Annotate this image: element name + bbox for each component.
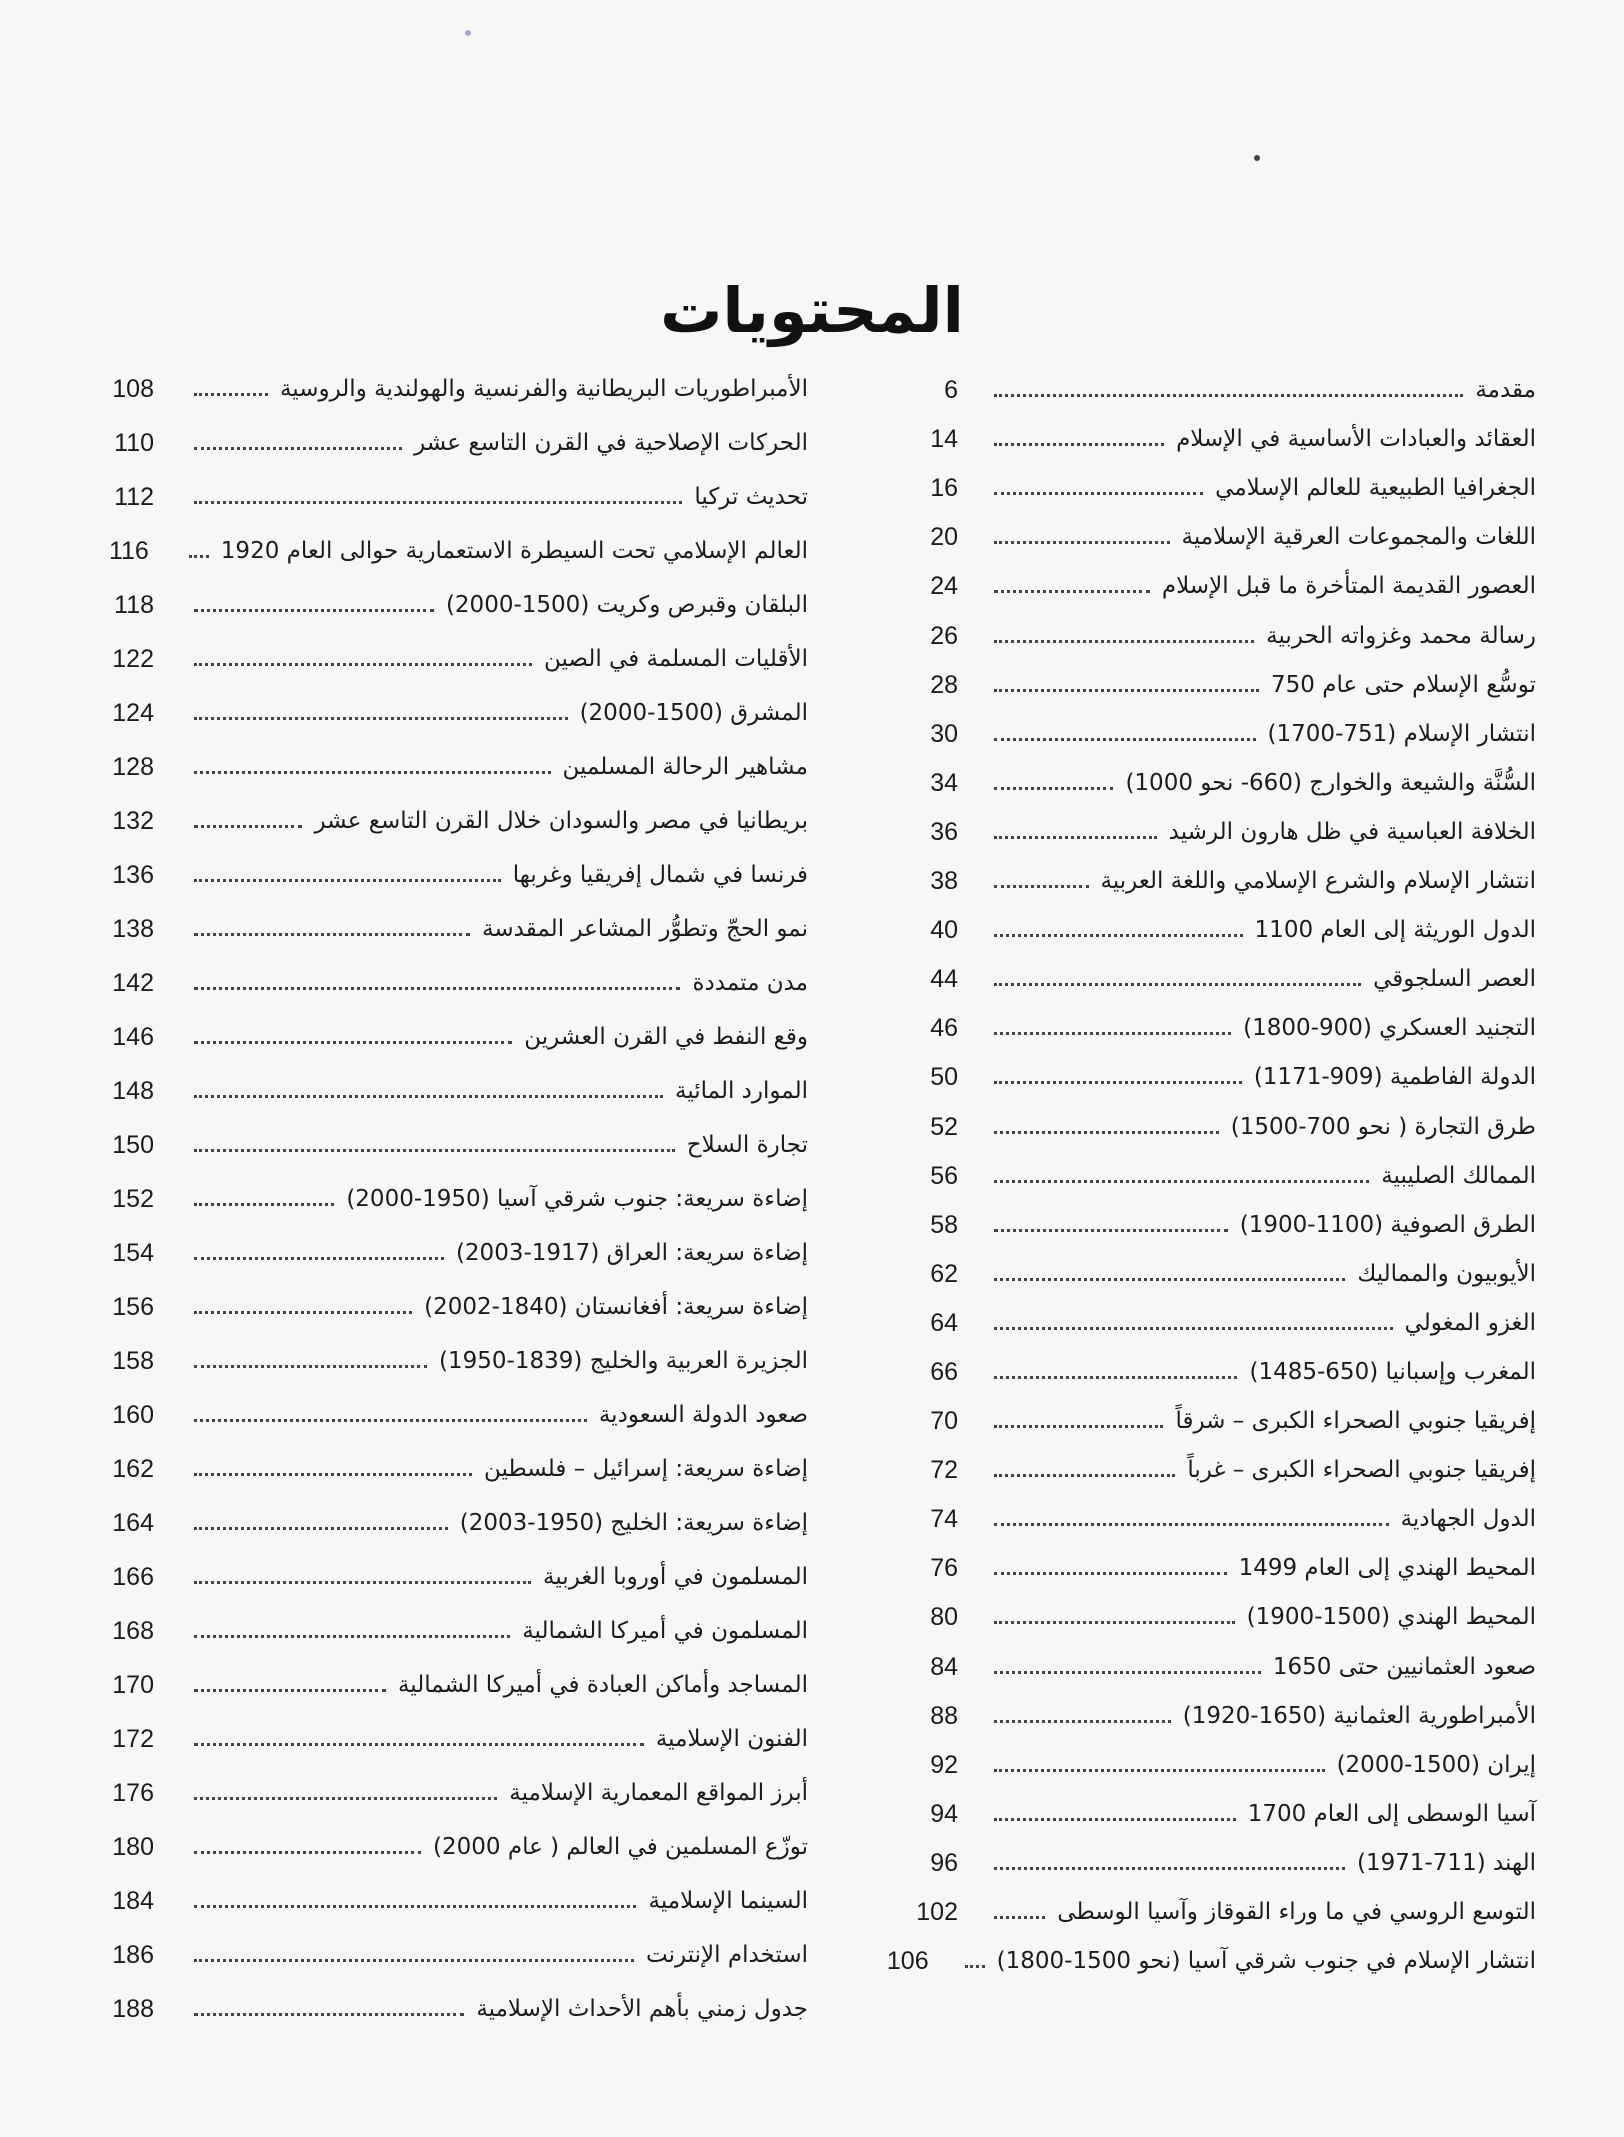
toc-entry-title: الدول الوريثة إلى العام 1100 (1254, 917, 1536, 944)
toc-entry-title: المحيط الهندي إلى العام 1499 (1238, 1555, 1536, 1582)
toc-entry[interactable] (92, 1484, 808, 1538)
dot-leader (994, 1425, 1163, 1428)
toc-entry[interactable] (896, 994, 1536, 1043)
paper-speck (1254, 155, 1260, 161)
toc-entry[interactable] (896, 1240, 1536, 1289)
toc-entry-title: الدولة الفاطمية (909-1171) (1253, 1064, 1536, 1091)
toc-entry[interactable] (92, 350, 808, 404)
toc-entry-page-number: 94 (930, 1799, 958, 1828)
dot-leader (994, 1131, 1219, 1134)
dot-leader (994, 738, 1256, 741)
dot-leader (194, 609, 434, 612)
dot-leader (194, 1095, 663, 1098)
toc-entry[interactable] (92, 1376, 808, 1430)
toc-entry[interactable] (896, 1338, 1536, 1387)
toc-entry-title: السينما الإسلامية (648, 1888, 808, 1914)
toc-entry-page-number: 6 (944, 376, 958, 405)
paper-speck (465, 30, 471, 36)
toc-entry-title: العالم الإسلامي تحت السيطرة الاستعمارية حوالى العام 1920 (220, 538, 808, 564)
toc-entry-page-number: 160 (112, 1401, 154, 1429)
dot-leader (994, 1229, 1228, 1232)
toc-entry-title: المساجد وأماكن العبادة في أميركا الشمالية (397, 1672, 808, 1698)
toc-entry-page-number: 36 (930, 817, 958, 846)
dot-leader (194, 1473, 472, 1476)
dot-leader (994, 1621, 1235, 1624)
toc-entry-page-number: 158 (112, 1347, 154, 1375)
dot-leader (194, 447, 402, 450)
toc-entry-page-number: 172 (112, 1725, 154, 1753)
dot-leader (994, 934, 1243, 937)
toc-entry-page-number: 166 (112, 1563, 154, 1591)
dot-leader (194, 1635, 510, 1638)
toc-entry[interactable] (896, 1142, 1536, 1191)
dot-leader (994, 1572, 1227, 1575)
toc-entry[interactable] (92, 512, 808, 566)
toc-entry[interactable] (896, 847, 1536, 896)
toc-entry-page-number: 44 (930, 965, 958, 994)
toc-entry[interactable] (92, 1052, 808, 1106)
toc-entry-title: مدن متمددة (692, 970, 808, 996)
toc-entry-page-number: 72 (930, 1456, 958, 1485)
dot-leader (994, 590, 1150, 593)
toc-entry-title: إضاءة سريعة: جنوب شرقي آسيا (1950-2000) (346, 1186, 808, 1212)
toc-entry-title: العقائد والعبادات الأساسية في الإسلام (1176, 426, 1536, 453)
dot-leader (994, 1523, 1389, 1526)
toc-entry-page-number: 150 (112, 1131, 154, 1159)
dot-leader (194, 1905, 636, 1908)
dot-leader (194, 1689, 386, 1692)
toc-entry-title: الخلافة العباسية في ظل هارون الرشيد (1168, 818, 1536, 845)
toc-entry-title: صعود الدولة السعودية (598, 1402, 808, 1428)
toc-entry-page-number: 14 (930, 425, 958, 454)
toc-entry[interactable] (896, 1878, 1536, 1927)
toc-entry-title: إيران (1500-2000) (1336, 1751, 1536, 1778)
dot-leader (994, 443, 1164, 446)
toc-entry-page-number: 16 (930, 474, 958, 503)
toc-entry-title: نمو الحجّ وتطوُّر المشاعر المقدسة (482, 916, 808, 942)
toc-entry-page-number: 132 (112, 807, 154, 835)
toc-entry-page-number: 26 (930, 621, 958, 650)
toc-entry[interactable] (896, 1043, 1536, 1092)
toc-entry-title: الجغرافيا الطبيعية للعالم الإسلامي (1215, 475, 1536, 502)
dot-leader (194, 1851, 421, 1854)
toc-entry-title: إضاءة سريعة: العراق (1917-2003) (455, 1240, 808, 1266)
toc-entry-title: طرق التجارة ( نحو 700-1500) (1230, 1113, 1536, 1140)
toc-entry-page-number: 112 (114, 483, 154, 511)
toc-entry-page-number: 152 (112, 1185, 154, 1213)
dot-leader (994, 1376, 1237, 1379)
toc-entry-page-number: 30 (930, 719, 958, 748)
toc-entry[interactable] (92, 1916, 808, 1970)
toc-entry-page-number: 186 (112, 1941, 154, 1969)
toc-entry[interactable] (896, 896, 1536, 945)
dot-leader (194, 1203, 334, 1206)
toc-entry-title: المسلمون في أميركا الشمالية (522, 1618, 808, 1644)
toc-entry-title: انتشار الإسلام (751-1700) (1267, 720, 1536, 747)
toc-entry[interactable] (92, 1970, 808, 2024)
toc-entry-page-number: 136 (112, 861, 154, 889)
toc-entry-title: التجنيد العسكري (900-1800) (1243, 1015, 1536, 1042)
dot-leader (994, 1278, 1345, 1281)
toc-entry[interactable] (896, 1682, 1536, 1731)
toc-entry-title: استخدام الإنترنت (646, 1942, 808, 1968)
toc-entry-page-number: 84 (930, 1652, 958, 1681)
toc-entry-page-number: 62 (930, 1259, 958, 1288)
dot-leader (994, 541, 1170, 544)
dot-leader (194, 933, 470, 936)
toc-entry[interactable] (92, 566, 808, 620)
toc-entry[interactable] (896, 1289, 1536, 1338)
dot-leader (994, 1081, 1242, 1084)
toc-entry[interactable] (92, 1538, 808, 1592)
dot-leader (994, 1032, 1231, 1035)
toc-entry[interactable] (92, 944, 808, 998)
toc-entry[interactable] (896, 454, 1536, 503)
dot-leader (194, 393, 268, 396)
toc-entry[interactable] (92, 1700, 808, 1754)
toc-entry[interactable] (92, 674, 808, 728)
toc-entry-page-number: 142 (112, 969, 154, 997)
toc-entry-page-number: 38 (930, 867, 958, 896)
dot-leader (194, 1581, 531, 1584)
toc-entry-page-number: 96 (930, 1848, 958, 1877)
dot-leader (194, 825, 302, 828)
toc-entry[interactable] (92, 1322, 808, 1376)
toc-entry-title: جدول زمني بأهم الأحداث الإسلامية (476, 1996, 808, 2022)
toc-entry[interactable] (92, 1160, 808, 1214)
toc-entry-title: الموارد المائية (674, 1078, 808, 1104)
toc-entry[interactable] (92, 728, 808, 782)
dot-leader (194, 663, 532, 666)
toc-entry[interactable] (896, 503, 1536, 552)
toc-entry-page-number: 124 (112, 699, 154, 727)
toc-entry-page-number: 164 (112, 1509, 154, 1537)
toc-entry-title: مشاهير الرحالة المسلمين (562, 754, 808, 780)
dot-leader (994, 1769, 1325, 1772)
toc-entry-page-number: 180 (112, 1833, 154, 1861)
toc-entry-page-number: 122 (112, 645, 154, 673)
dot-leader (994, 836, 1157, 839)
toc-entry-page-number: 170 (112, 1671, 154, 1699)
toc-entry[interactable] (92, 404, 808, 458)
toc-entry[interactable] (896, 601, 1536, 650)
toc-entry-title: المسلمون في أوروبا الغربية (543, 1564, 808, 1590)
toc-entry-title: الأمبراطورية العثمانية (1650-1920) (1182, 1702, 1536, 1729)
dot-leader (194, 1041, 512, 1044)
toc-entry-page-number: 118 (114, 591, 154, 619)
toc-entry-page-number: 74 (930, 1505, 958, 1534)
toc-entry-title: آسيا الوسطى إلى العام 1700 (1247, 1800, 1536, 1827)
toc-entry[interactable] (92, 836, 808, 890)
toc-entry-page-number: 52 (930, 1112, 958, 1141)
toc-entry[interactable] (896, 1191, 1536, 1240)
toc-entry-title: البلقان وقبرص وكريت (1500-2000) (445, 592, 808, 618)
dot-leader (994, 689, 1259, 692)
toc-entry-page-number: 76 (930, 1554, 958, 1583)
dot-leader (194, 1311, 412, 1314)
toc-entry-title: فرنسا في شمال إفريقيا وغربها (512, 862, 808, 888)
toc-entry-title: اللغات والمجموعات العرقية الإسلامية (1181, 524, 1536, 551)
dot-leader (194, 717, 568, 720)
toc-entry-title: بريطانيا في مصر والسودان خلال القرن التاسع عشر (314, 808, 808, 834)
dot-leader (194, 1797, 497, 1800)
dot-leader (194, 987, 680, 990)
dot-leader (994, 787, 1113, 790)
dot-leader (994, 1671, 1261, 1674)
toc-entry-title: انتشار الإسلام والشرع الإسلامي واللغة العربية (1100, 868, 1536, 895)
dot-leader (994, 1474, 1175, 1477)
toc-entry[interactable] (92, 1754, 808, 1808)
dot-leader (194, 1419, 587, 1422)
dot-leader (189, 555, 209, 558)
toc-entry-title: إفريقيا جنوبي الصحراء الكبرى – غرباً (1187, 1457, 1536, 1484)
toc-entry-page-number: 64 (930, 1308, 958, 1337)
toc-entry-page-number: 102 (916, 1898, 958, 1926)
toc-entry[interactable] (896, 1632, 1536, 1681)
toc-entry-title: وقع النفط في القرن العشرين (524, 1024, 808, 1050)
toc-entry-title: العصور القديمة المتأخرة ما قبل الإسلام (1161, 573, 1536, 600)
toc-entry-page-number: 40 (930, 916, 958, 945)
toc-entry-title: إضاءة سريعة: إسرائيل – فلسطين (483, 1456, 808, 1482)
toc-entry[interactable] (896, 945, 1536, 994)
toc-entry-title: السُّنَّة والشيعة والخوارج (660- نحو 1000) (1125, 769, 1536, 796)
toc-entry-page-number: 148 (112, 1077, 154, 1105)
toc-entry-page-number: 66 (930, 1357, 958, 1386)
toc-entry[interactable] (92, 1106, 808, 1160)
dot-leader (194, 1743, 644, 1746)
toc-entry-title: الممالك الصليبية (1381, 1162, 1536, 1189)
toc-entry[interactable] (92, 1646, 808, 1700)
dot-leader (194, 1257, 444, 1260)
toc-entry-title: الحركات الإصلاحية في القرن التاسع عشر (414, 430, 808, 456)
toc-entry-title: الجزيرة العربية والخليج (1839-1950) (439, 1348, 808, 1374)
toc-entry-title: الأيوبيون والمماليك (1357, 1260, 1536, 1287)
toc-entry-page-number: 58 (930, 1210, 958, 1239)
toc-entry[interactable] (896, 1485, 1536, 1534)
dot-leader (194, 1149, 675, 1152)
toc-entry-page-number: 46 (930, 1014, 958, 1043)
toc-entry-title: إضاءة سريعة: أفغانستان (1840-2002) (424, 1294, 808, 1320)
toc-entry[interactable] (92, 1430, 808, 1484)
toc-entry-title: الأمبراطوريات البريطانية والفرنسية والهولندية والروسية (279, 376, 808, 402)
toc-entry-title: الطرق الصوفية (1100-1900) (1239, 1211, 1536, 1238)
toc-entry-page-number: 162 (112, 1455, 154, 1483)
toc-entry-page-number: 168 (112, 1617, 154, 1645)
toc-entry[interactable] (92, 1862, 808, 1916)
dot-leader (994, 983, 1361, 986)
toc-entry-page-number: 128 (112, 753, 154, 781)
dot-leader (994, 1180, 1369, 1183)
toc-entry[interactable] (896, 749, 1536, 798)
toc-entry-page-number: 156 (112, 1293, 154, 1321)
dot-leader (965, 1965, 985, 1968)
toc-entry-page-number: 70 (930, 1407, 958, 1436)
toc-entry-title: الدول الجهادية (1400, 1506, 1536, 1533)
toc-entry-title: توسُّع الإسلام حتى عام 750 (1271, 671, 1536, 698)
toc-entry[interactable] (92, 1592, 808, 1646)
toc-entry[interactable] (896, 651, 1536, 700)
toc-entry-title: مقدمة (1475, 377, 1536, 404)
toc-entry[interactable] (92, 782, 808, 836)
toc-entry-title: تحديث تركيا (694, 484, 808, 510)
dot-leader (194, 1365, 427, 1368)
toc-entry-title: توزّع المسلمين في العالم ( عام 2000) (432, 1834, 808, 1860)
dot-leader (994, 1720, 1171, 1723)
toc-entry[interactable] (896, 1387, 1536, 1436)
dot-leader (994, 885, 1089, 888)
toc-entry-page-number: 108 (112, 375, 154, 403)
toc-entry-page-number: 146 (112, 1023, 154, 1051)
toc-entry-page-number: 24 (930, 572, 958, 601)
toc-entry-title: تجارة السلاح (686, 1132, 808, 1158)
toc-entry-page-number: 20 (930, 523, 958, 552)
toc-entry-page-number: 116 (108, 537, 149, 565)
toc-entry-page-number: 56 (930, 1161, 958, 1190)
toc-entry-page-number: 88 (930, 1701, 958, 1730)
toc-entry-page-number: 110 (114, 429, 154, 457)
dot-leader (194, 501, 682, 504)
dot-leader (994, 640, 1254, 643)
toc-entry-title: إفريقيا جنوبي الصحراء الكبرى – شرقاً (1175, 1408, 1536, 1435)
dot-leader (994, 1916, 1045, 1919)
toc-entry-title: الغزو المغولي (1404, 1309, 1536, 1336)
dot-leader (194, 879, 501, 882)
toc-entry[interactable] (896, 1583, 1536, 1632)
toc-entry[interactable] (896, 1436, 1536, 1485)
toc-entry[interactable] (896, 700, 1536, 749)
toc-entry[interactable] (896, 798, 1536, 847)
toc-entry-page-number: 106 (886, 1947, 929, 1976)
toc-entry-title: انتشار الإسلام في جنوب شرقي آسيا (نحو 1500-1800) (996, 1948, 1536, 1975)
toc-entry[interactable] (92, 1268, 808, 1322)
toc-entry[interactable] (92, 1808, 808, 1862)
dot-leader (994, 1327, 1393, 1330)
toc-entry-page-number: 176 (112, 1779, 154, 1807)
toc-entry[interactable] (92, 890, 808, 944)
toc-entry[interactable] (896, 1092, 1536, 1141)
toc-entry-page-number: 184 (112, 1887, 154, 1915)
toc-entry-page-number: 188 (112, 1995, 154, 2023)
toc-entry-page-number: 80 (930, 1603, 958, 1632)
toc-entry-title: رسالة محمد وغزواته الحربية (1266, 622, 1536, 649)
toc-entry[interactable] (896, 1534, 1536, 1583)
toc-entry-title: أبرز المواقع المعمارية الإسلامية (509, 1780, 808, 1806)
toc-entry-title: المغرب وإسبانيا (650-1485) (1249, 1358, 1536, 1385)
toc-entry-title: المشرق (1500-2000) (579, 700, 808, 726)
toc-entry-page-number: 138 (112, 915, 154, 943)
toc-entry[interactable] (92, 620, 808, 674)
dot-leader (194, 1959, 634, 1962)
toc-entry-title: صعود العثمانيين حتى 1650 (1272, 1653, 1536, 1680)
toc-entry[interactable] (92, 458, 808, 512)
toc-entry-title: المحيط الهندي (1500-1900) (1246, 1604, 1536, 1631)
toc-entry[interactable] (896, 1780, 1536, 1829)
toc-entry[interactable] (92, 1214, 808, 1268)
toc-column-left (92, 350, 808, 2024)
dot-leader (194, 1527, 448, 1530)
toc-entry-page-number: 50 (930, 1063, 958, 1092)
toc-column-right (886, 356, 1536, 1976)
dot-leader (194, 2013, 464, 2016)
dot-leader (994, 1818, 1236, 1821)
toc-entry[interactable] (896, 552, 1536, 601)
dot-leader (994, 394, 1463, 397)
toc-entry-title: الأقليات المسلمة في الصين (543, 646, 808, 672)
toc-entry[interactable] (896, 356, 1536, 405)
toc-entry-page-number: 154 (112, 1239, 154, 1267)
page-title: المحتويات (660, 273, 964, 347)
toc-entry-title: التوسع الروسي في ما وراء القوقاز وآسيا الوسطى (1057, 1899, 1536, 1925)
toc-entry-page-number: 34 (930, 768, 958, 797)
toc-entry[interactable] (896, 1731, 1536, 1780)
dot-leader (994, 492, 1203, 495)
toc-entry-page-number: 28 (930, 670, 958, 699)
toc-entry-title: إضاءة سريعة: الخليج (1950-2003) (459, 1510, 808, 1536)
dot-leader (994, 1867, 1345, 1870)
toc-entry[interactable] (896, 405, 1536, 454)
toc-entry[interactable] (92, 998, 808, 1052)
toc-entry[interactable] (896, 1829, 1536, 1878)
toc-entry[interactable] (886, 1927, 1536, 1976)
dot-leader (194, 771, 551, 774)
toc-entry-page-number: 92 (930, 1750, 958, 1779)
toc-entry-title: الهند (711-1971) (1356, 1849, 1536, 1876)
toc-entry-title: الفنون الإسلامية (655, 1726, 808, 1752)
toc-entry-title: العصر السلجوقي (1373, 966, 1536, 993)
